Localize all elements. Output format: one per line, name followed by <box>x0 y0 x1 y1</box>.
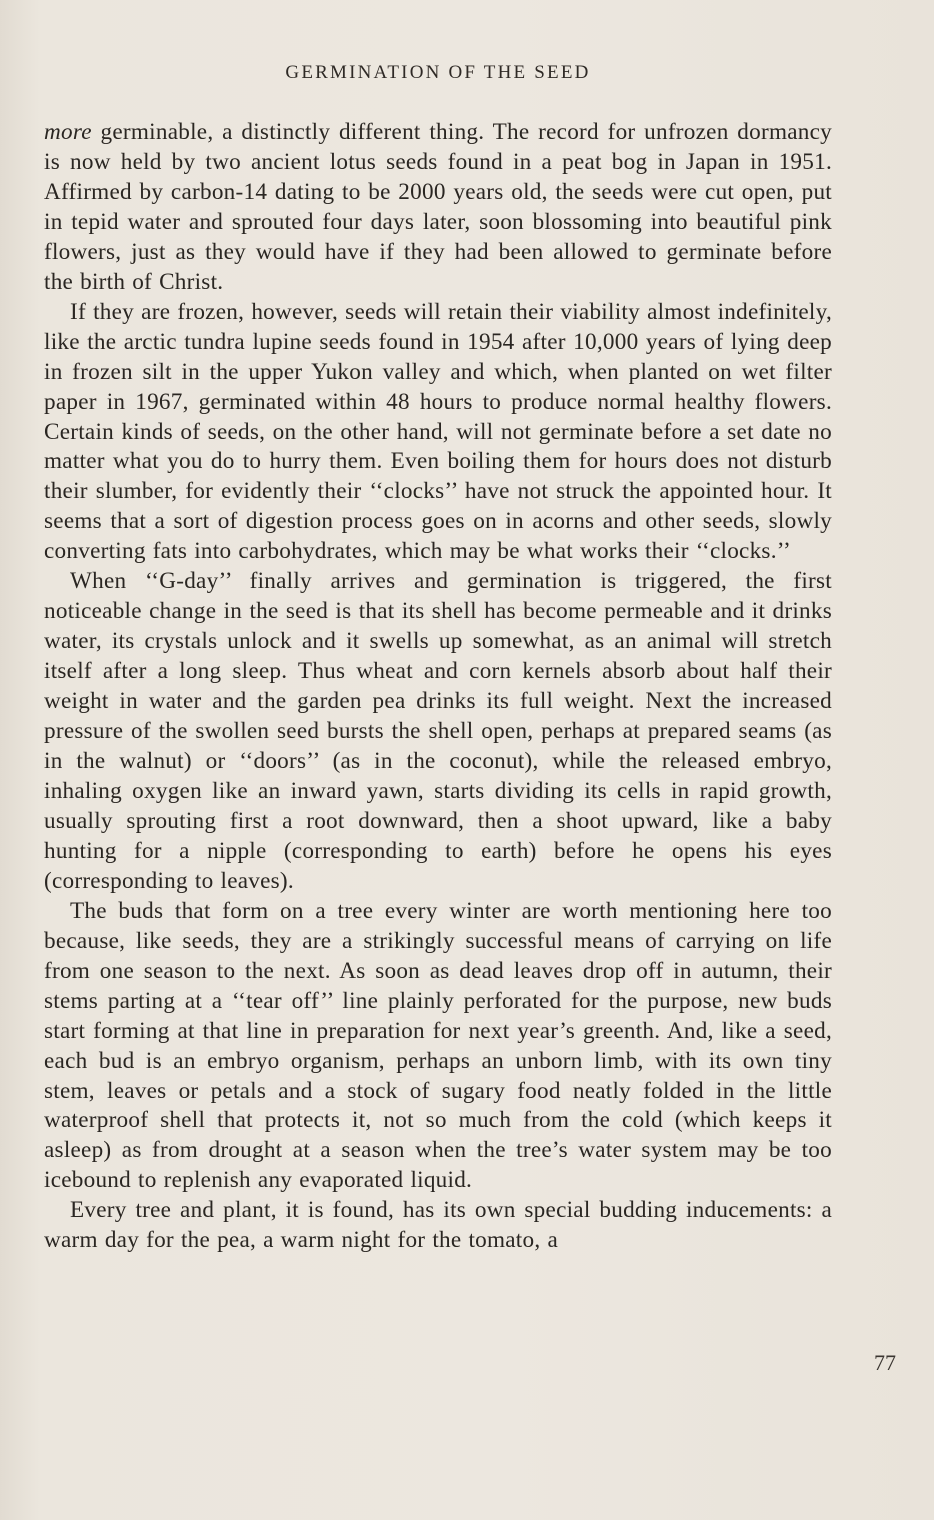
paragraph-5: Every tree and plant, it is found, has its own special budding inducements: a warm day for the pea, a warm night for the tomato, a <box>44 1197 832 1254</box>
page-number: 77 <box>874 1350 896 1375</box>
paragraph-2: If they are frozen, however, seeds will retain their viability almost indefinitely, like the arctic tundra lupine seeds found in 1954 after 10,000 years of lying deep in frozen silt in the upper Yukon valley and which, when planted on wet filter paper in 1967, germinated within 48 hours to produce normal healthy flowers. Certain kinds of seeds, on the other hand, will not germinate before a set date no matter what you do to hurry them. Even boiling them for hours does not disturb their slumber, for evidently their ‘‘clocks’’ have not struck the appointed hour. It seems that a sort of digestion process goes on in acorns and other seeds, slowly converting fats into carbohydrates, which may be what works their ‘‘clocks.’’ <box>44 298 832 565</box>
paragraph-1 <box>44 118 832 298</box>
paragraph-4: The buds that form on a tree every winter are worth mentioning here too because, like seeds, they are a strikingly successful means of carrying on life from one season to the next. As soon as dead leaves drop off in autumn, their stems parting at a ‘‘tear off’’ line plainly perforated for the purpose, new buds start forming at that line in preparation for next year’s greenth. And, like a seed, each bud is an embryo organism, perhaps an unborn limb, with its own tiny stem, leaves or petals and a stock of sugary food neatly folded in the little waterproof shell that protects it, not so much from the cold (which keeps it asleep) as from drought at a season when the tree’s water system may be too icebound to replenish any evaporated liquid. <box>44 897 832 1194</box>
paragraph-1-lead-italic: more <box>44 119 92 145</box>
running-head: GERMINATION OF THE SEED <box>285 62 591 83</box>
body-text <box>44 118 832 1256</box>
paragraph-1-text: germinable, a distinctly different thing. The record for unfrozen dormancy is now held by two ancient lotus seeds found in a peat bog in Japan in 1951. Affirmed by carbon-14 dating to be 2000 years old, the seeds were cut open, put in tepid water and sprouted four days later, soon blossoming into beautiful pink flowers, just as they would have if they had been allowed to germinate before the birth of Christ. <box>44 119 832 295</box>
paragraph-3: When ‘‘G-day’’ finally arrives and germination is triggered, the first noticeable change in the seed is that its shell has become permeable and it drinks water, its crystals unlock and it swells up somewhat, as an animal will stretch itself after a long sleep. Thus wheat and corn kernels absorb about half their weight in water and the garden pea drinks its full weight. Next the increased pressure of the swollen seed bursts the shell open, perhaps at prepared seams (as in the walnut) or ‘‘doors’’ (as in the coconut), while the released embryo, inhaling oxygen like an inward yawn, starts dividing its cells in rapid growth, usually sprouting first a root downward, then a shoot upward, like a baby hunting for a nipple (corresponding to earth) before he opens his eyes (corresponding to leaves). <box>44 568 832 894</box>
